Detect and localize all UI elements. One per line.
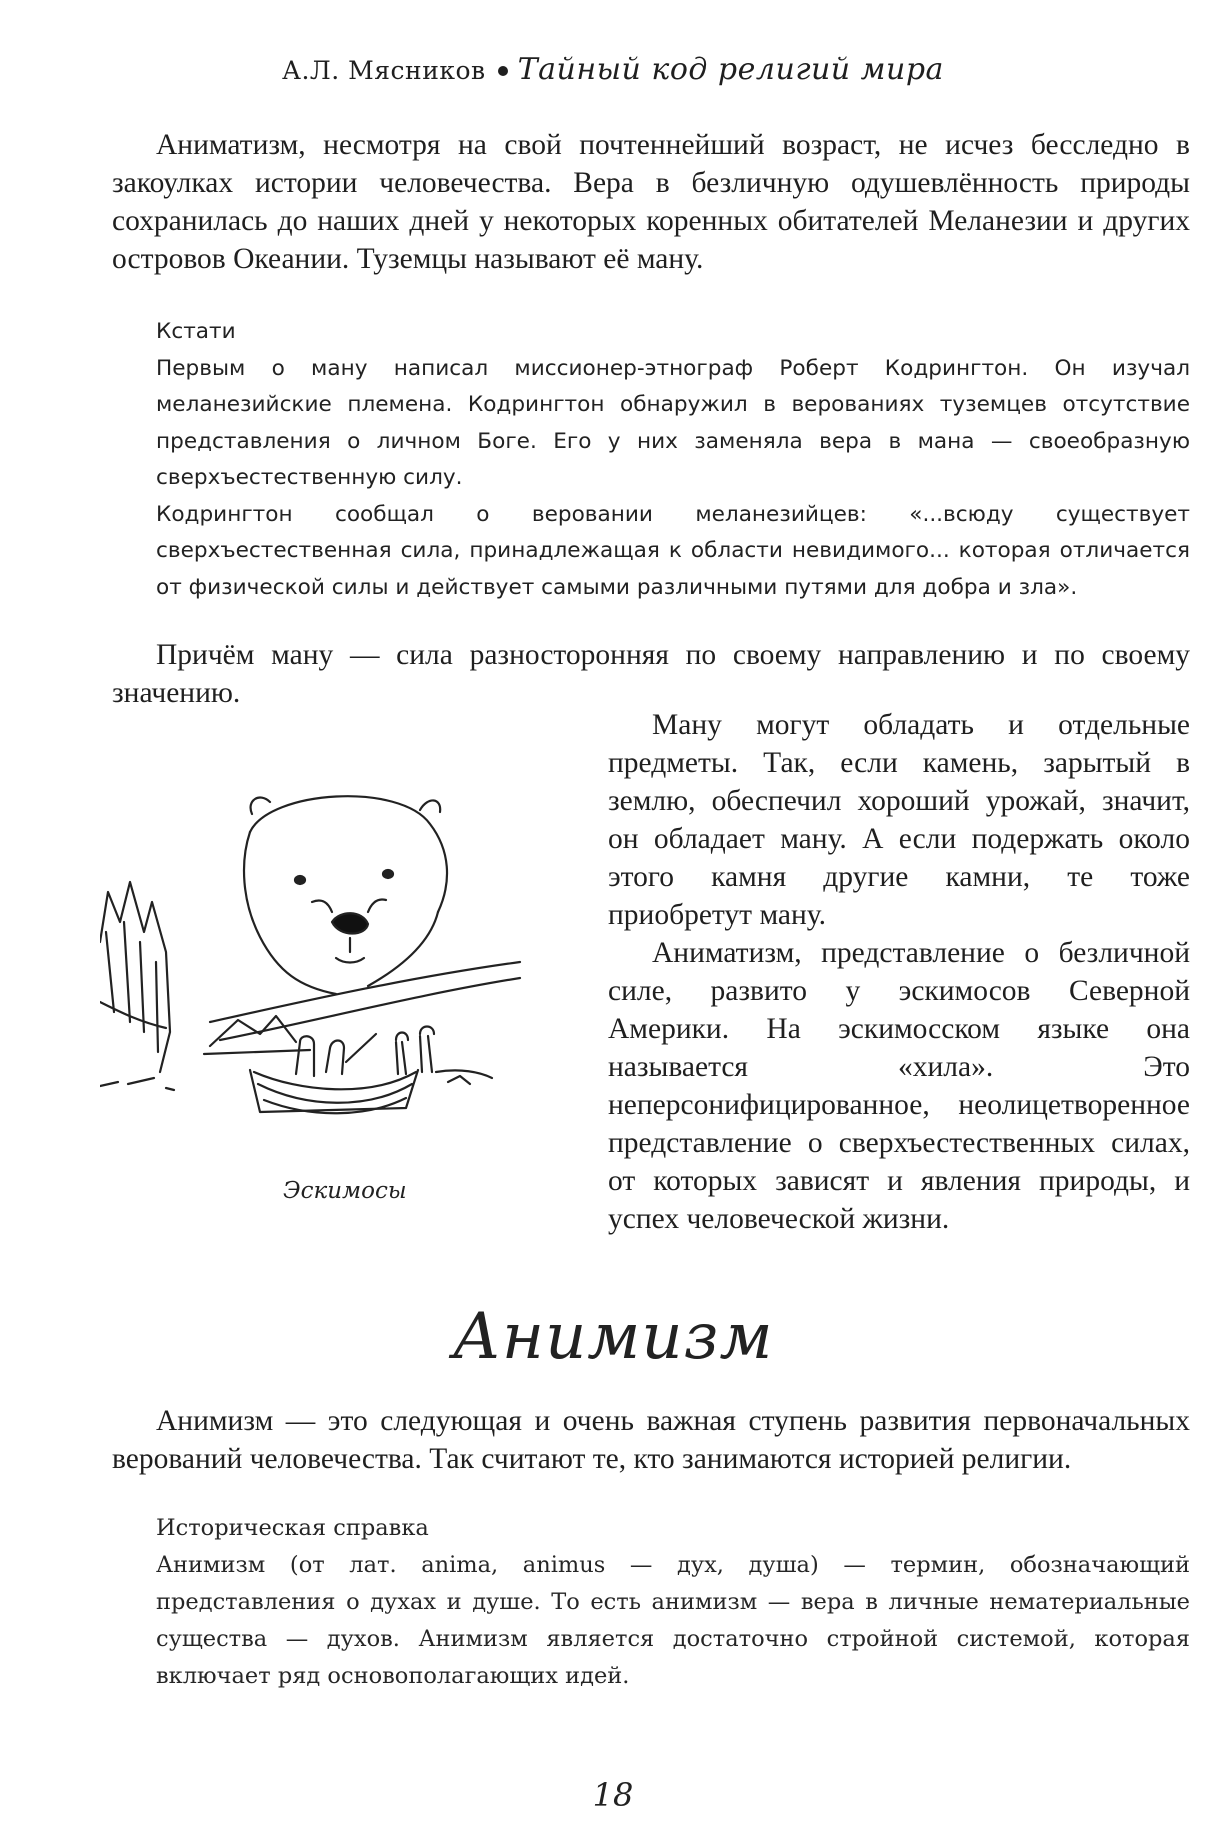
book-title: Тайный код религий мира <box>517 52 944 87</box>
historical-note-text: Анимизм (от лат. anima, animus — дух, душа) — термин, обозначающий представления о духах и душе. То есть анимизм — вера в личные нематериальные существа — духов. Анимизм является достаточно стройной системой, которая включает ряд основополагающих идей. <box>156 1552 1190 1689</box>
page-number: 18 <box>592 1776 634 1814</box>
historical-note <box>156 1510 1190 1695</box>
historical-note-kicker: Историческая справка <box>156 1515 429 1541</box>
figure-caption: Эскимосы <box>283 1178 407 1204</box>
sidebar-text-quote: Кодрингтон сообщал о веровании меланезийцев: «...всюду существует сверхъестественная сила, принадлежащая к области невидимого... которая отличается от физической силы и действует самыми различными путями для добра и зла». <box>156 501 1190 600</box>
sidebar-text-codrington: Первым о ману написал миссионер-этнограф Роберт Кодрингтон. Он изучал меланезийские племена. Кодрингтон обнаружил в верованиях туземцев отсутствие представления о личном Боге. Его у них заменяла вера в мана — своеобразную сверхъестественную силу. <box>156 355 1190 490</box>
chapter-title: Анимизм <box>452 1300 774 1374</box>
paragraph-mana-objects: Ману могут обладать и отдельные предметы. Так, если камень, зарытый в землю, обеспечил хороший урожай, значит, он обладает ману. А если подержать около этого камня другие камни, те тоже приобретут ману. <box>608 709 1190 931</box>
paragraph-animatism-intro: Аниматизм, несмотря на свой почтеннейший возраст, не исчез бесследно в закоулках истории человечества. Вера в безличную одушевлённость природы сохранилась до наших дней у некоторых коренных обитателей Меланезии и других островов Океании. Туземцы называют её ману. <box>112 129 1190 275</box>
eskimos-illustration <box>100 772 610 1132</box>
header-bullet <box>498 66 508 76</box>
text-column-right <box>608 706 1190 1238</box>
paragraph-mana-versatile: Причём ману — сила разносторонняя по своему направлению и по своему значению. <box>112 639 1190 709</box>
author-name: А.Л. Мясников <box>282 56 486 85</box>
sidebar-kicker: Кстати <box>156 319 236 344</box>
paragraph-hila: Аниматизм, представление о безличной силе, развито у эскимосов Северной Америки. На эскимосском языке она называется «хила». Это неперсонифицированное, неолицетворенное представление о сверхъестественных силах, от которых зависят и явления природы, и успех человеческой жизни. <box>608 937 1190 1235</box>
paragraph-animism-intro: Анимизм — это следующая и очень важная ступень развития первоначальных верований человечества. Так считают те, кто занимаются историей религии. <box>112 1405 1190 1475</box>
sidebar-by-the-way <box>156 314 1190 606</box>
running-head <box>0 52 1226 87</box>
